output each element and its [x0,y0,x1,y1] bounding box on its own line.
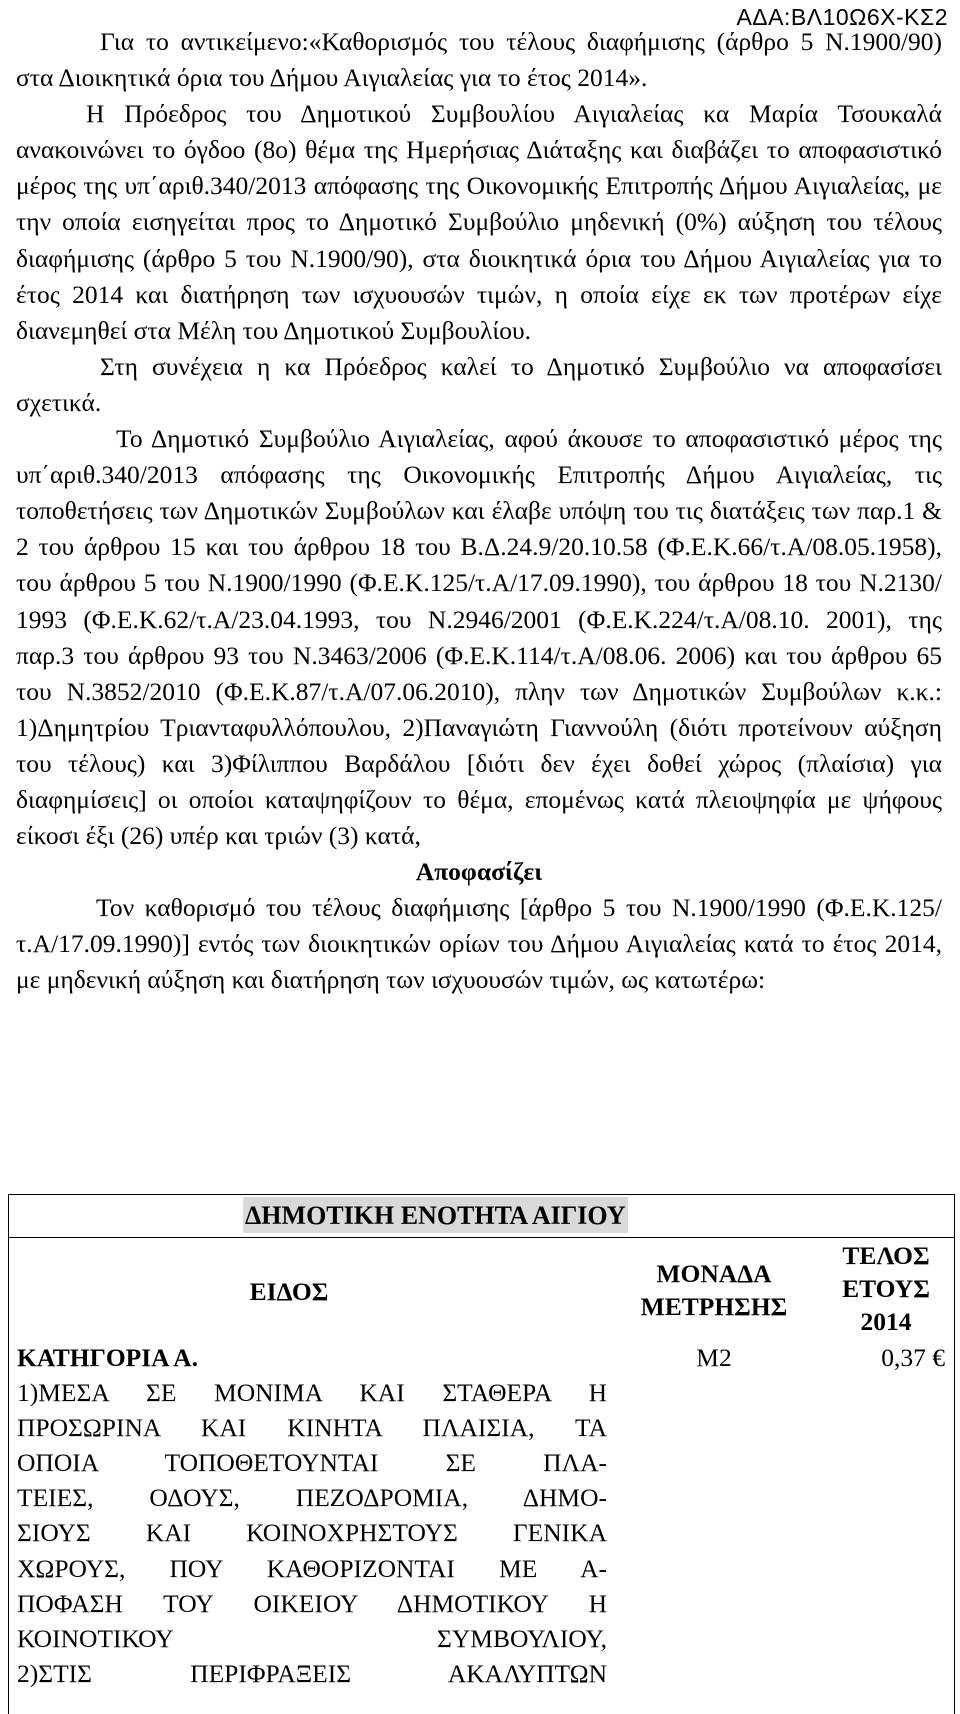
header-fee-line2: ΕΤΟΥΣ [842,1274,930,1303]
fee-value: 0,37 € [881,1343,945,1372]
header-unit-line1: ΜΟΝΑΔΑ [656,1259,772,1288]
paragraph-council-decision: Το Δημοτικό Συμβούλιο Αιγιαλείας, αφού άκουσε το αποφασιστικό μέρος της υπ΄αριθ.340/2013 απόφασης της Οικονομικής Επιτροπής Δήμου Αιγιαλείας, τις τοποθετήσεις των Δημοτικών Συμβούλων και έλαβε υπόψη του τις διατάξεις των παρ.1 & 2 του άρθρου 15 και του άρθρου 18 του Β.Δ.24.9/20.10.58 (Φ.Ε.Κ.66/τ.Α/08.05.1958), του άρθρου 5 του Ν.1900/1990 (Φ.Ε.Κ.125/τ.Α/17.09.1990), του άρθρου 18 του Ν.2130/ 1993 (Φ.Ε.Κ.62/τ.Α/23.04.1993, του Ν.2946/2001 (Φ.Ε.Κ.224/τ.Α/08.10. 2001), της παρ.3 του άρθρου 93 του Ν.3463/2006 (Φ.Ε.Κ.114/τ.Α/08.06. 2006) και του άρθρου 65 του Ν.3852/2010 (Φ.Ε.Κ.87/τ.Α/07.06.2010), πλην των Δημοτικών Συμβούλων κ.κ.: 1)Δημητρίου Τριανταφυλλόπουλου, 2)Παναγιώτη Γιαννούλη (διότι προτείνουν αύξηση του τέλους) και 3)Φίλιππου Βαρδάλου [διότι δεν έχει δοθεί χώρος (πλαίσια) για διαφημίσεις] οι οποίοι καταψηφίζουν το θέμα, επομένως κατά πλειοψηφία με ψήφους είκοσι έξι (26) υπέρ και τριών (3) κατά, [16,424,942,851]
header-eidos [189,1275,389,1308]
paragraph-call-vote: Στη συνέχεια η κα Πρόεδρος καλεί το Δημοτικό Συμβούλιο να αποφασίσει σχετικά. [16,351,942,417]
category-line: ΚΟΙΝΟΤΙΚΟΥ ΣΥΜΒΟΥΛΙΟΥ, [17,1623,607,1653]
section-title: ΔΗΜΟΤΙΚΗ ΕΝΟΤΗΤΑ ΑΙΓΙΟΥ [243,1197,628,1233]
category-line: 1)ΜΕΣΑ ΣΕ ΜΟΝΙΜΑ ΚΑΙ ΣΤΑΘΕΡΑ Η [17,1378,607,1408]
category-line: ΤΕΙΕΣ, ΟΔΟΥΣ, ΠΕΖΟΔΡΟΜΙΑ, ΔΗΜΟ- [17,1483,607,1513]
unit-value: Μ2 [696,1343,732,1372]
category-line: ΧΩΡΟΥΣ, ΠΟΥ ΚΑΘΟΡΙΖΟΝΤΑΙ ΜΕ Α- [17,1553,607,1583]
category-title: ΚΑΤΗΓΟΡΙΑ Α. [17,1343,198,1372]
document-body [16,24,942,999]
paragraph-announcement: Η Πρόεδρος του Δημοτικού Συμβουλίου Αιγιαλείας κα Μαρία Τσουκαλά ανακοινώνει το όγδοο (8ο) θέμα της Ημερήσιας Διάταξης και διαβάζει το αποφασιστικό μέρος της υπ΄αριθ.340/2013 απόφασης της Οικονομικής Επιτροπής Δήμου Αιγιαλείας, με την οποία εισηγείται προς το Δημοτικό Συμβούλιο μηδενική (0%) αύξηση του τέλους διαφήμισης (άρθρο 5 του Ν.1900/90), στα διοικητικά όρια του Δήμου Αιγιαλείας για το έτος 2014 και διατήρηση των ισχυουσών τιμών, η οποία είχε εκ των προτέρων είχε διανεμηθεί στα Μέλη του Δημοτικού Συμβουλίου. [16,99,942,345]
category-line: ΠΟΦΑΣΗ ΤΟΥ ΟΙΚΕΙΟΥ ΔΗΜΟΤΙΚΟΥ Η [17,1588,607,1618]
header-eidos-label: ΕΙΔΟΣ [249,1277,329,1306]
fee-table [8,1194,955,1714]
category-line: 2)ΣΤΙΣ ΠΕΡΙΦΡΑΞΕΙΣ ΑΚΑΛΥΠΤΩΝ [17,1658,607,1688]
subject-paragraph: Για το αντικείμενο:«Καθορισμός του τέλους διαφήμισης (άρθρο 5 Ν.1900/90) στα Διοικητικά όρια του Δήμου Αιγιαλείας για το έτος 2014». [16,27,942,93]
ada-code: ΑΔΑ:ΒΛ10Ω6Χ-ΚΣ2 [736,4,948,30]
header-unit-line2: ΜΕΤΡΗΣΗΣ [640,1292,788,1321]
category-line: ΣΙΟΥΣ ΚΑΙ ΚΟΙΝΟΧΡΗΣΤΟΥΣ ΓΕΝΙΚΑ [17,1518,607,1548]
category-line: ΠΡΟΣΩΡΙΝΑ ΚΑΙ ΚΙΝΗΤΑ ΠΛΑΙΣΙΑ, ΤΑ [17,1413,607,1443]
table-divider [9,1237,954,1238]
category-line: ΟΠΟΙΑ ΤΟΠΟΘΕΤΟΥΝΤΑΙ ΣΕ ΠΛΑ- [17,1448,607,1478]
table-row [17,1340,607,1691]
header-unit [609,1257,819,1323]
header-fee-line1: ΤΕΛΟΣ [842,1241,930,1270]
header-fee [819,1239,953,1338]
decides-heading: Αποφασίζει [415,857,543,887]
header-fee-line3: 2014 [860,1307,912,1336]
paragraph-determination: Τον καθορισμό του τέλους διαφήμισης [άρθρο 5 του Ν.1900/1990 (Φ.Ε.Κ.125/τ.Α/17.09.1990)] εντός των διοικητικών ορίων του Δήμου Αιγιαλείας κατά το έτος 2014, με μηδενική αύξηση και διατήρηση των ισχυουσών τιμών, ως κατωτέρω: [16,893,942,995]
